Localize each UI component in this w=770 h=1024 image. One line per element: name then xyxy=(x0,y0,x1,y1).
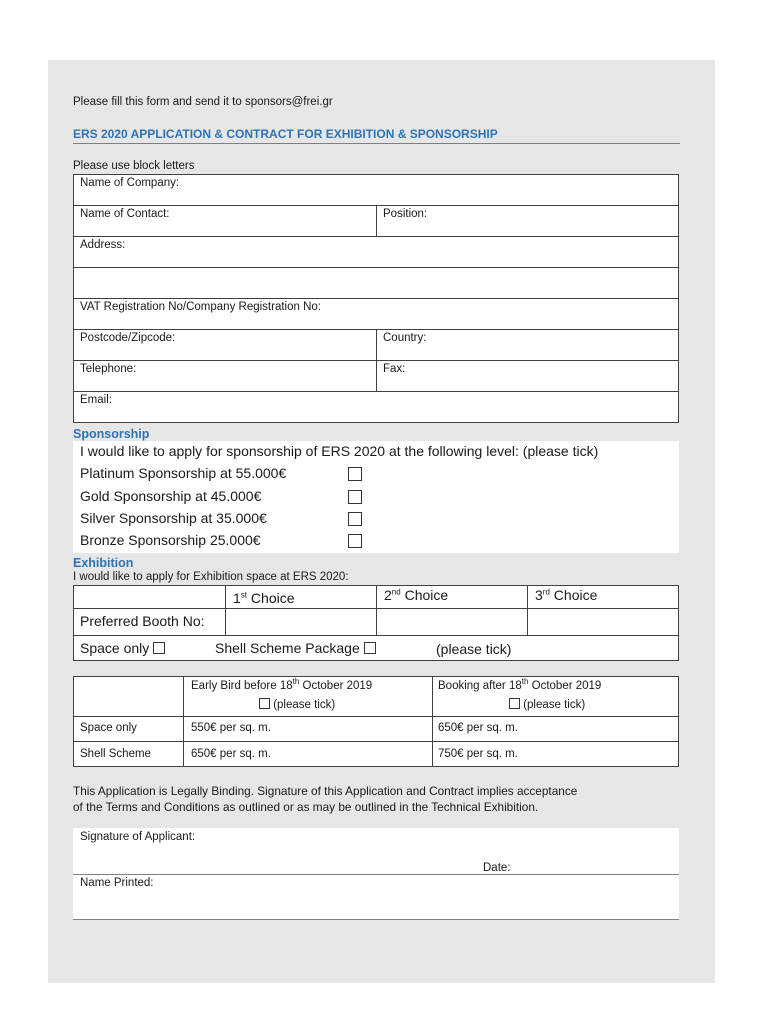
pricing-row-label: Shell Scheme xyxy=(80,748,151,760)
pricing-row-late: 750€ per sq. m. xyxy=(438,748,518,760)
silver-checkbox[interactable] xyxy=(348,512,362,526)
first-choice-input[interactable] xyxy=(227,610,375,634)
platinum-checkbox[interactable] xyxy=(348,467,362,481)
second-choice-header: 2nd Choice xyxy=(384,587,449,603)
pricing-row-early: 650€ per sq. m. xyxy=(191,748,271,760)
platinum-label: Platinum Sponsorship at 55.000€ xyxy=(80,465,287,481)
exhibition-heading: Exhibition xyxy=(73,556,134,570)
bronze-label: Bronze Sponsorship 25.000€ xyxy=(80,532,261,548)
gold-label: Gold Sponsorship at 45.000€ xyxy=(80,488,262,504)
shell-scheme-checkbox[interactable] xyxy=(364,642,376,654)
title-rule xyxy=(73,143,680,144)
preferred-booth-label: Preferred Booth No: xyxy=(80,613,205,629)
booking-after-checkbox[interactable] xyxy=(509,698,520,709)
contact-field[interactable]: Name of Contact: xyxy=(80,208,170,220)
block-letters-note: Please use block letters xyxy=(73,160,195,172)
form-title: ERS 2020 APPLICATION & CONTRACT FOR EXHIBITION & SPONSORSHIP xyxy=(73,127,498,141)
postcode-field[interactable]: Postcode/Zipcode: xyxy=(80,332,176,344)
name-printed-label[interactable]: Name Printed: xyxy=(80,877,154,889)
intro-text: Please fill this form and send it to sponsors@frei.gr xyxy=(73,96,333,108)
pricing-row-late: 650€ per sq. m. xyxy=(438,722,518,734)
position-field[interactable]: Position: xyxy=(383,208,428,220)
third-choice-header: 3rd Choice xyxy=(535,587,598,603)
first-choice-header: 1st Choice xyxy=(233,590,295,606)
legal-text-line2: of the Terms and Conditions as outlined or as may be outlined in the Technical Exhibition. xyxy=(73,800,539,814)
address-field[interactable]: Address: xyxy=(80,239,126,251)
signature-label[interactable]: Signature of Applicant: xyxy=(80,831,196,843)
second-choice-input[interactable] xyxy=(378,610,526,634)
early-bird-header: Early Bird before 18th October 2019 xyxy=(191,677,373,692)
telephone-field[interactable]: Telephone: xyxy=(80,363,137,375)
silver-label: Silver Sponsorship at 35.000€ xyxy=(80,510,267,526)
booking-after-header: Booking after 18th October 2019 xyxy=(438,677,602,692)
pricing-row-label: Space only xyxy=(80,722,137,734)
bronze-checkbox[interactable] xyxy=(348,534,362,548)
early-bird-checkbox[interactable] xyxy=(259,698,270,709)
email-field[interactable]: Email: xyxy=(80,394,112,406)
space-only-option: Space only xyxy=(80,640,165,656)
early-bird-tick: (please tick) xyxy=(259,698,335,711)
third-choice-input[interactable] xyxy=(529,610,677,634)
country-field[interactable]: Country: xyxy=(383,332,427,344)
booking-after-tick: (please tick) xyxy=(509,698,585,711)
sponsorship-heading: Sponsorship xyxy=(73,427,150,441)
pricing-row-early: 550€ per sq. m. xyxy=(191,722,271,734)
legal-text-line1: This Application is Legally Binding. Signature of this Application and Contract implies acceptance xyxy=(73,784,578,798)
sponsorship-intro: I would like to apply for sponsorship of ERS 2020 at the following level: (please tick) xyxy=(80,443,599,459)
exhibition-intro: I would like to apply for Exhibition space at ERS 2020: xyxy=(73,571,349,583)
date-label[interactable]: Date: xyxy=(483,862,511,874)
space-only-checkbox[interactable] xyxy=(153,642,165,654)
please-tick-note: (please tick) xyxy=(436,641,512,657)
company-field[interactable]: Name of Company: xyxy=(80,177,180,189)
gold-checkbox[interactable] xyxy=(348,490,362,504)
shell-scheme-option: Shell Scheme Package xyxy=(215,640,376,656)
vat-field[interactable]: VAT Registration No/Company Registration No: xyxy=(80,301,321,313)
fax-field[interactable]: Fax: xyxy=(383,363,406,375)
